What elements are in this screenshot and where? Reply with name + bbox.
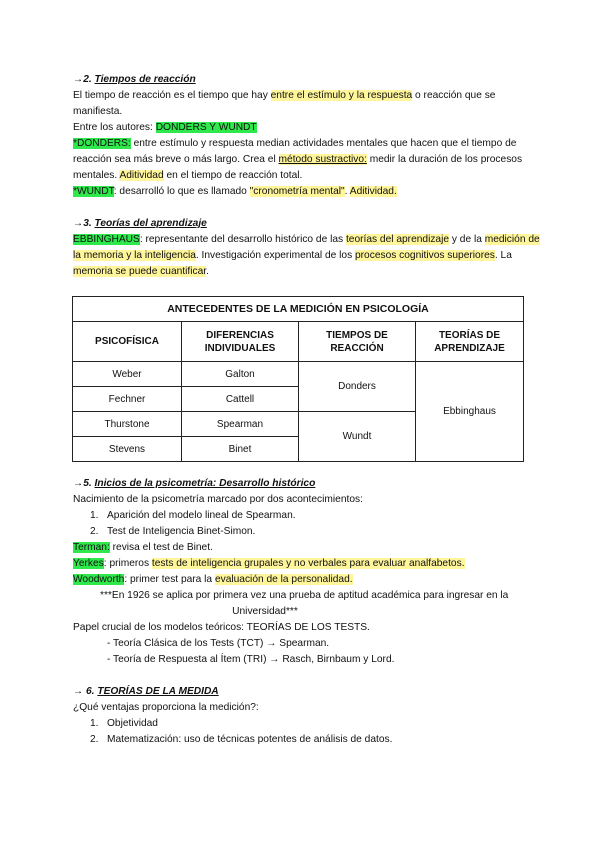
ebbinghaus-paragraph: EBBINGHAUS: representante del desarrollo histórico de las teorías del aprendizaje y de la medición de la memoria y la inteligencia. Investigación experimental de los procesos cognitivos superiores. La memoria se puede cuantificar. <box>73 234 540 277</box>
note-1926: ***En 1926 se aplica por primera vez una prueba de aptitud académica para ingresar en la Universidad*** <box>100 590 509 617</box>
table-cell: Fechner <box>73 387 182 412</box>
table-cell: Weber <box>73 362 182 387</box>
measurement-question: ¿Qué ventajas proporciona la medición?: <box>73 702 259 713</box>
table-cell: Cattell <box>182 387 299 412</box>
table-cell: Stevens <box>73 437 182 462</box>
table-cell: Ebbinghaus <box>416 362 524 462</box>
table-cell: Spearman <box>182 412 299 437</box>
yerkes-line: Yerkes: primeros tests de inteligencia grupales y no verbales para evaluar analfabetos. <box>73 558 465 569</box>
table-title: ANTECEDENTES DE LA MEDICIÓN EN PSICOLOGÍA <box>73 297 524 322</box>
table-cell: Thurstone <box>73 412 182 437</box>
section-3-heading: →3. Teorías del aprendizaje <box>73 218 207 229</box>
header-psicofisica: PSICOFÍSICA <box>73 322 182 362</box>
section-2-heading: →2. Tiempos de reacción <box>73 74 196 85</box>
table-cell: Galton <box>182 362 299 387</box>
terman-line: Terman: revisa el test de Binet. <box>73 542 213 553</box>
woodworth-line: Woodworth: primer test para la evaluación de la personalidad. <box>73 574 353 585</box>
list-item: 2. Matematización: uso de técnicas potentes de análisis de datos. <box>90 734 393 745</box>
tests-theories-line: Papel crucial de los modelos teóricos: TEORÍAS DE LOS TESTS. <box>73 622 370 633</box>
donders-paragraph: *DONDERS: entre estímulo y respuesta median actividades mentales que hacen que el tiempo de reacción sea más breve o más largo. Crea el método sustractivo: medir la duración de los procesos mentales. Aditividad en el tiempo de reacción total. <box>73 138 523 181</box>
psychometrics-intro: Nacimiento de la psicometría marcado por dos acontecimientos: <box>73 494 363 505</box>
header-tiempos: TIEMPOS DE REACCIÓN <box>299 322 416 362</box>
table-cell: Donders <box>299 362 416 412</box>
list-item: 1. Aparición del modelo lineal de Spearman. <box>90 510 296 521</box>
tri-line: - Teoría de Respuesta al Ítem (TRI) → Rasch, Birnbaum y Lord. <box>107 654 395 665</box>
header-teorias: TEORÍAS DE APRENDIZAJE <box>416 322 524 362</box>
list-item: 2. Test de Inteligencia Binet-Simon. <box>90 526 256 537</box>
table-row <box>73 362 524 387</box>
section-5-heading: →5. Inicios de la psicometría: Desarrollo histórico <box>73 478 316 489</box>
list-item: 1. Objetividad <box>90 718 158 729</box>
authors-line: Entre los autores: DONDERS Y WUNDT <box>73 122 257 133</box>
wundt-paragraph: *WUNDT: desarrolló lo que es llamado "cronometría mental". Aditividad. <box>73 186 397 197</box>
antecedents-table <box>72 296 524 462</box>
section-6-heading: → 6. TEORÍAS DE LA MEDIDA <box>73 686 219 697</box>
table-cell: Wundt <box>299 412 416 462</box>
header-diferencias: DIFERENCIAS INDIVIDUALES <box>182 322 299 362</box>
tct-line: - Teoría Clásica de los Tests (TCT) → Spearman. <box>107 638 330 649</box>
reaction-time-definition: El tiempo de reacción es el tiempo que hay entre el estímulo y la respuesta o reacción que se manifiesta. <box>73 90 496 117</box>
table-cell: Binet <box>182 437 299 462</box>
